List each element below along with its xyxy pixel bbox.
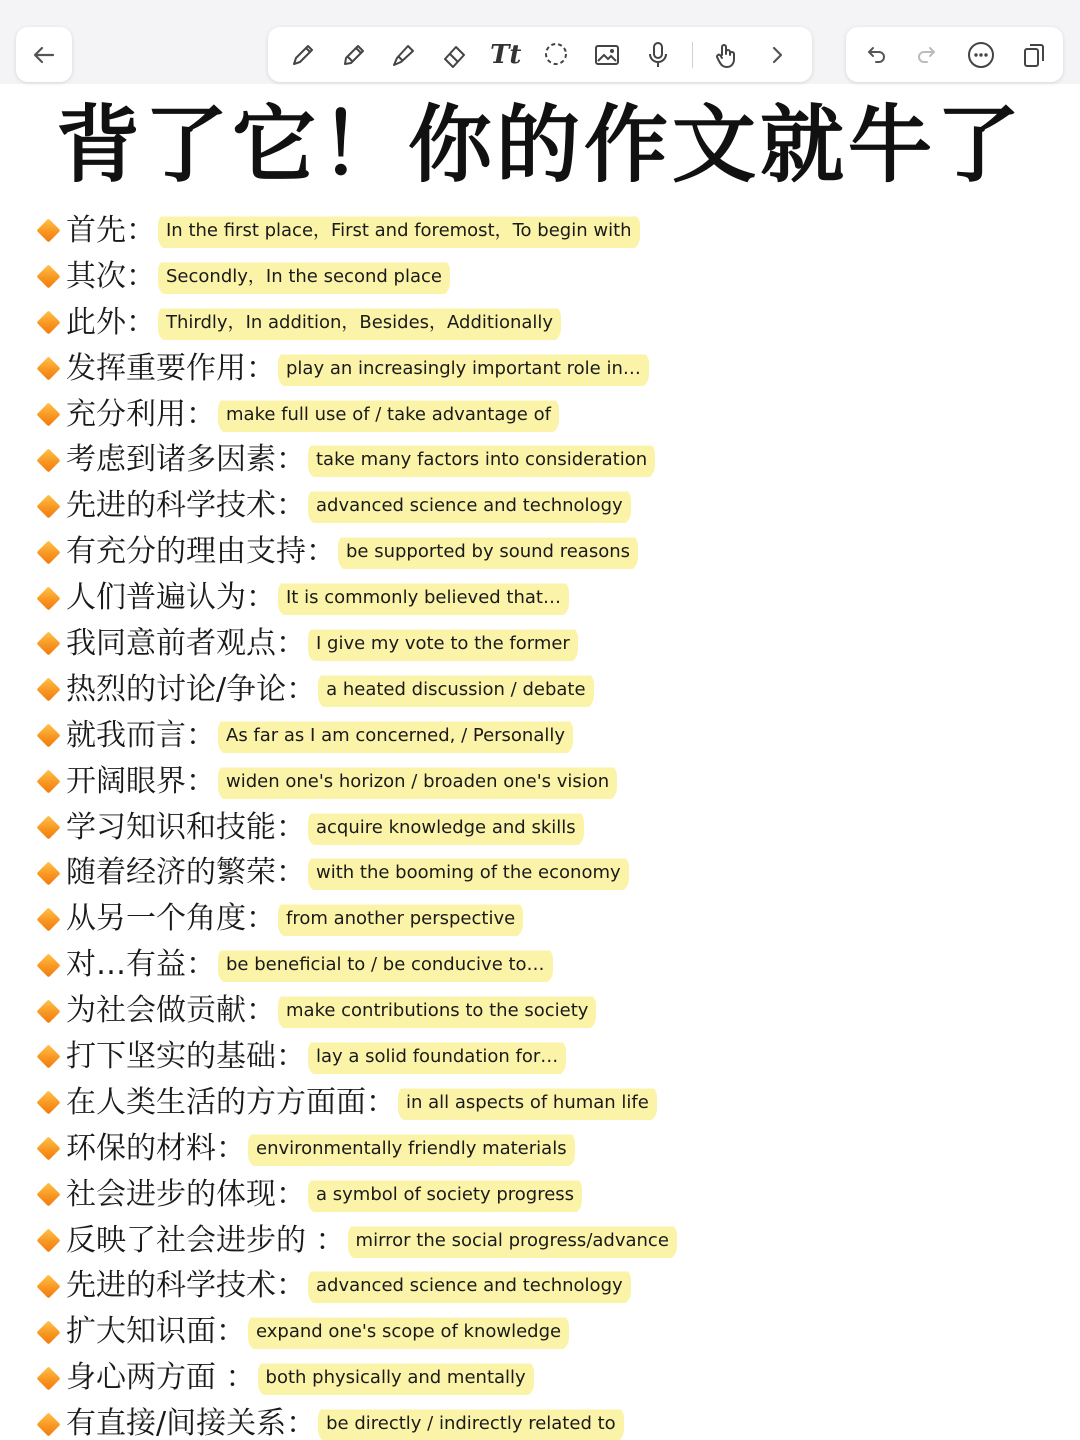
list-item (36, 254, 1076, 300)
chinese-term: 考虑到诸多因素： (66, 442, 306, 478)
chinese-term: 有充分的理由支持： (66, 534, 336, 570)
list-item (36, 1126, 1076, 1172)
list-item (36, 1218, 1076, 1264)
list-item (36, 1401, 1076, 1440)
english-phrase-highlight: make contributions to the society (278, 991, 596, 1031)
diamond-bullet-icon (36, 678, 60, 702)
list-item (36, 437, 1076, 483)
chinese-term: 有直接/间接关系： (66, 1406, 317, 1440)
chinese-term: 我同意前者观点： (66, 625, 306, 661)
undo-icon[interactable] (858, 38, 892, 72)
chinese-term: 就我而言： (66, 717, 216, 753)
diamond-bullet-icon (36, 770, 60, 794)
toolbar-divider (692, 42, 693, 68)
back-arrow-icon[interactable] (27, 38, 61, 72)
list-item (36, 529, 1076, 575)
list-item (36, 667, 1076, 713)
list-item (36, 208, 1076, 254)
list-item (36, 805, 1076, 851)
chinese-term: 开阔眼界： (66, 763, 216, 799)
text-tool-icon[interactable] (489, 38, 523, 72)
list-item (36, 483, 1076, 529)
english-phrase-highlight: I give my vote to the former (308, 624, 578, 664)
diamond-bullet-icon (36, 861, 60, 885)
english-phrase-highlight: be beneficial to / be conducive to… (218, 945, 553, 985)
diamond-bullet-icon (36, 357, 60, 381)
english-phrase-highlight: mirror the social progress/advance (348, 1221, 677, 1261)
chinese-term: 社会进步的体现： (66, 1176, 306, 1212)
chinese-term: 在人类生活的方方面面： (66, 1084, 396, 1120)
top-toolbar (0, 0, 1080, 84)
eraser-icon[interactable] (438, 38, 472, 72)
text-tool-glyph: Tt (490, 39, 522, 70)
english-phrase-highlight: acquire knowledge and skills (308, 808, 584, 848)
document-actions-bar (846, 27, 1063, 82)
chinese-term: 先进的科学技术： (66, 1268, 306, 1304)
diamond-bullet-icon (36, 1183, 60, 1207)
list-item (36, 713, 1076, 759)
english-phrase-highlight: take many factors into consideration (308, 440, 655, 480)
chinese-term: 其次： (66, 258, 156, 294)
list-item (36, 942, 1076, 988)
english-phrase-highlight: environmentally friendly materials (248, 1129, 575, 1169)
more-icon[interactable] (964, 38, 998, 72)
pen-icon[interactable] (286, 38, 320, 72)
english-phrase-highlight: lay a solid foundation for… (308, 1037, 566, 1077)
pencil-icon[interactable] (337, 38, 371, 72)
diamond-bullet-icon (36, 265, 60, 289)
diamond-bullet-icon (36, 1045, 60, 1069)
english-phrase-highlight: In the first place，First and foremost，To begin with (158, 211, 640, 251)
chinese-term: 对…有益： (66, 947, 216, 983)
list-item (36, 896, 1076, 942)
chinese-term: 此外： (66, 304, 156, 340)
english-phrase-highlight: advanced science and technology (308, 486, 631, 526)
chinese-term: 反映了社会进步的 ： (66, 1222, 346, 1258)
diamond-bullet-icon (36, 1366, 60, 1390)
diamond-bullet-icon (36, 1274, 60, 1298)
english-phrase-highlight: a heated discussion / debate (318, 670, 593, 710)
image-icon[interactable] (590, 38, 624, 72)
diamond-bullet-icon (36, 1091, 60, 1115)
english-phrase-highlight: play an increasingly important role in… (278, 349, 649, 389)
microphone-icon[interactable] (641, 38, 675, 72)
list-item (36, 759, 1076, 805)
english-phrase-highlight: Secondly，In the second place (158, 257, 450, 297)
list-item (36, 346, 1076, 392)
diamond-bullet-icon (36, 219, 60, 243)
touch-hand-icon[interactable] (709, 38, 743, 72)
phrase-list (36, 208, 1076, 1440)
diamond-bullet-icon (36, 1412, 60, 1436)
diamond-bullet-icon (36, 494, 60, 518)
diamond-bullet-icon (36, 311, 60, 335)
list-item (36, 575, 1076, 621)
list-item (36, 1172, 1076, 1218)
list-item (36, 621, 1076, 667)
chinese-term: 学习知识和技能： (66, 809, 306, 845)
english-phrase-highlight: a symbol of society progress (308, 1175, 582, 1215)
english-phrase-highlight: Thirdly，In addition，Besides，Additionally (158, 303, 561, 343)
chinese-term: 环保的材料： (66, 1130, 246, 1166)
chinese-term: 先进的科学技术： (66, 488, 306, 524)
page-title: 背了它！你的作文就牛了 (55, 96, 1024, 194)
diamond-bullet-icon (36, 999, 60, 1023)
list-item (36, 850, 1076, 896)
chinese-term: 人们普遍认为： (66, 580, 276, 616)
english-phrase-highlight: from another perspective (278, 899, 523, 939)
chinese-term: 打下坚实的基础： (66, 1038, 306, 1074)
list-item (36, 1034, 1076, 1080)
english-phrase-highlight: both physically and mentally (258, 1358, 534, 1398)
english-phrase-highlight: with the booming of the economy (308, 853, 629, 893)
diamond-bullet-icon (36, 448, 60, 472)
english-phrase-highlight: in all aspects of human life (398, 1083, 657, 1123)
diamond-bullet-icon (36, 953, 60, 977)
chinese-term: 随着经济的繁荣： (66, 855, 306, 891)
chinese-term: 身心两方面 ： (66, 1360, 256, 1396)
chinese-term: 发挥重要作用： (66, 350, 276, 386)
chinese-term: 首先： (66, 212, 156, 248)
chinese-term: 热烈的讨论/争论： (66, 671, 317, 707)
redo-icon[interactable] (911, 38, 945, 72)
list-item (36, 1080, 1076, 1126)
chevron-right-icon[interactable] (760, 38, 794, 72)
diamond-bullet-icon (36, 907, 60, 931)
diamond-bullet-icon (36, 402, 60, 426)
list-item (36, 1263, 1076, 1309)
english-phrase-highlight: make full use of / take advantage of (218, 395, 559, 435)
english-phrase-highlight: As far as I am concerned, / Personally (218, 716, 573, 756)
lasso-icon[interactable] (539, 38, 573, 72)
diamond-bullet-icon (36, 815, 60, 839)
list-item (36, 392, 1076, 438)
diamond-bullet-icon (36, 632, 60, 656)
list-item (36, 988, 1076, 1034)
list-item (36, 300, 1076, 346)
chinese-term: 为社会做贡献： (66, 993, 276, 1029)
diamond-bullet-icon (36, 1137, 60, 1161)
chinese-term: 从另一个角度： (66, 901, 276, 937)
english-phrase-highlight: widen one's horizon / broaden one's vision (218, 762, 617, 802)
highlighter-icon[interactable] (387, 38, 421, 72)
english-phrase-highlight: advanced science and technology (308, 1266, 631, 1306)
chinese-term: 扩大知识面： (66, 1314, 246, 1350)
english-phrase-highlight: be directly / indirectly related to (318, 1404, 624, 1440)
diamond-bullet-icon (36, 1229, 60, 1253)
diamond-bullet-icon (36, 540, 60, 564)
diamond-bullet-icon (36, 724, 60, 748)
chinese-term: 充分利用： (66, 396, 216, 432)
list-item (36, 1309, 1076, 1355)
pages-icon[interactable] (1017, 38, 1051, 72)
back-button[interactable] (16, 27, 72, 82)
drawing-tools-bar (268, 27, 812, 82)
english-phrase-highlight: It is commonly believed that… (278, 578, 569, 618)
diamond-bullet-icon (36, 586, 60, 610)
english-phrase-highlight: be supported by sound reasons (338, 532, 638, 572)
diamond-bullet-icon (36, 1320, 60, 1344)
english-phrase-highlight: expand one's scope of knowledge (248, 1312, 569, 1352)
list-item (36, 1355, 1076, 1401)
